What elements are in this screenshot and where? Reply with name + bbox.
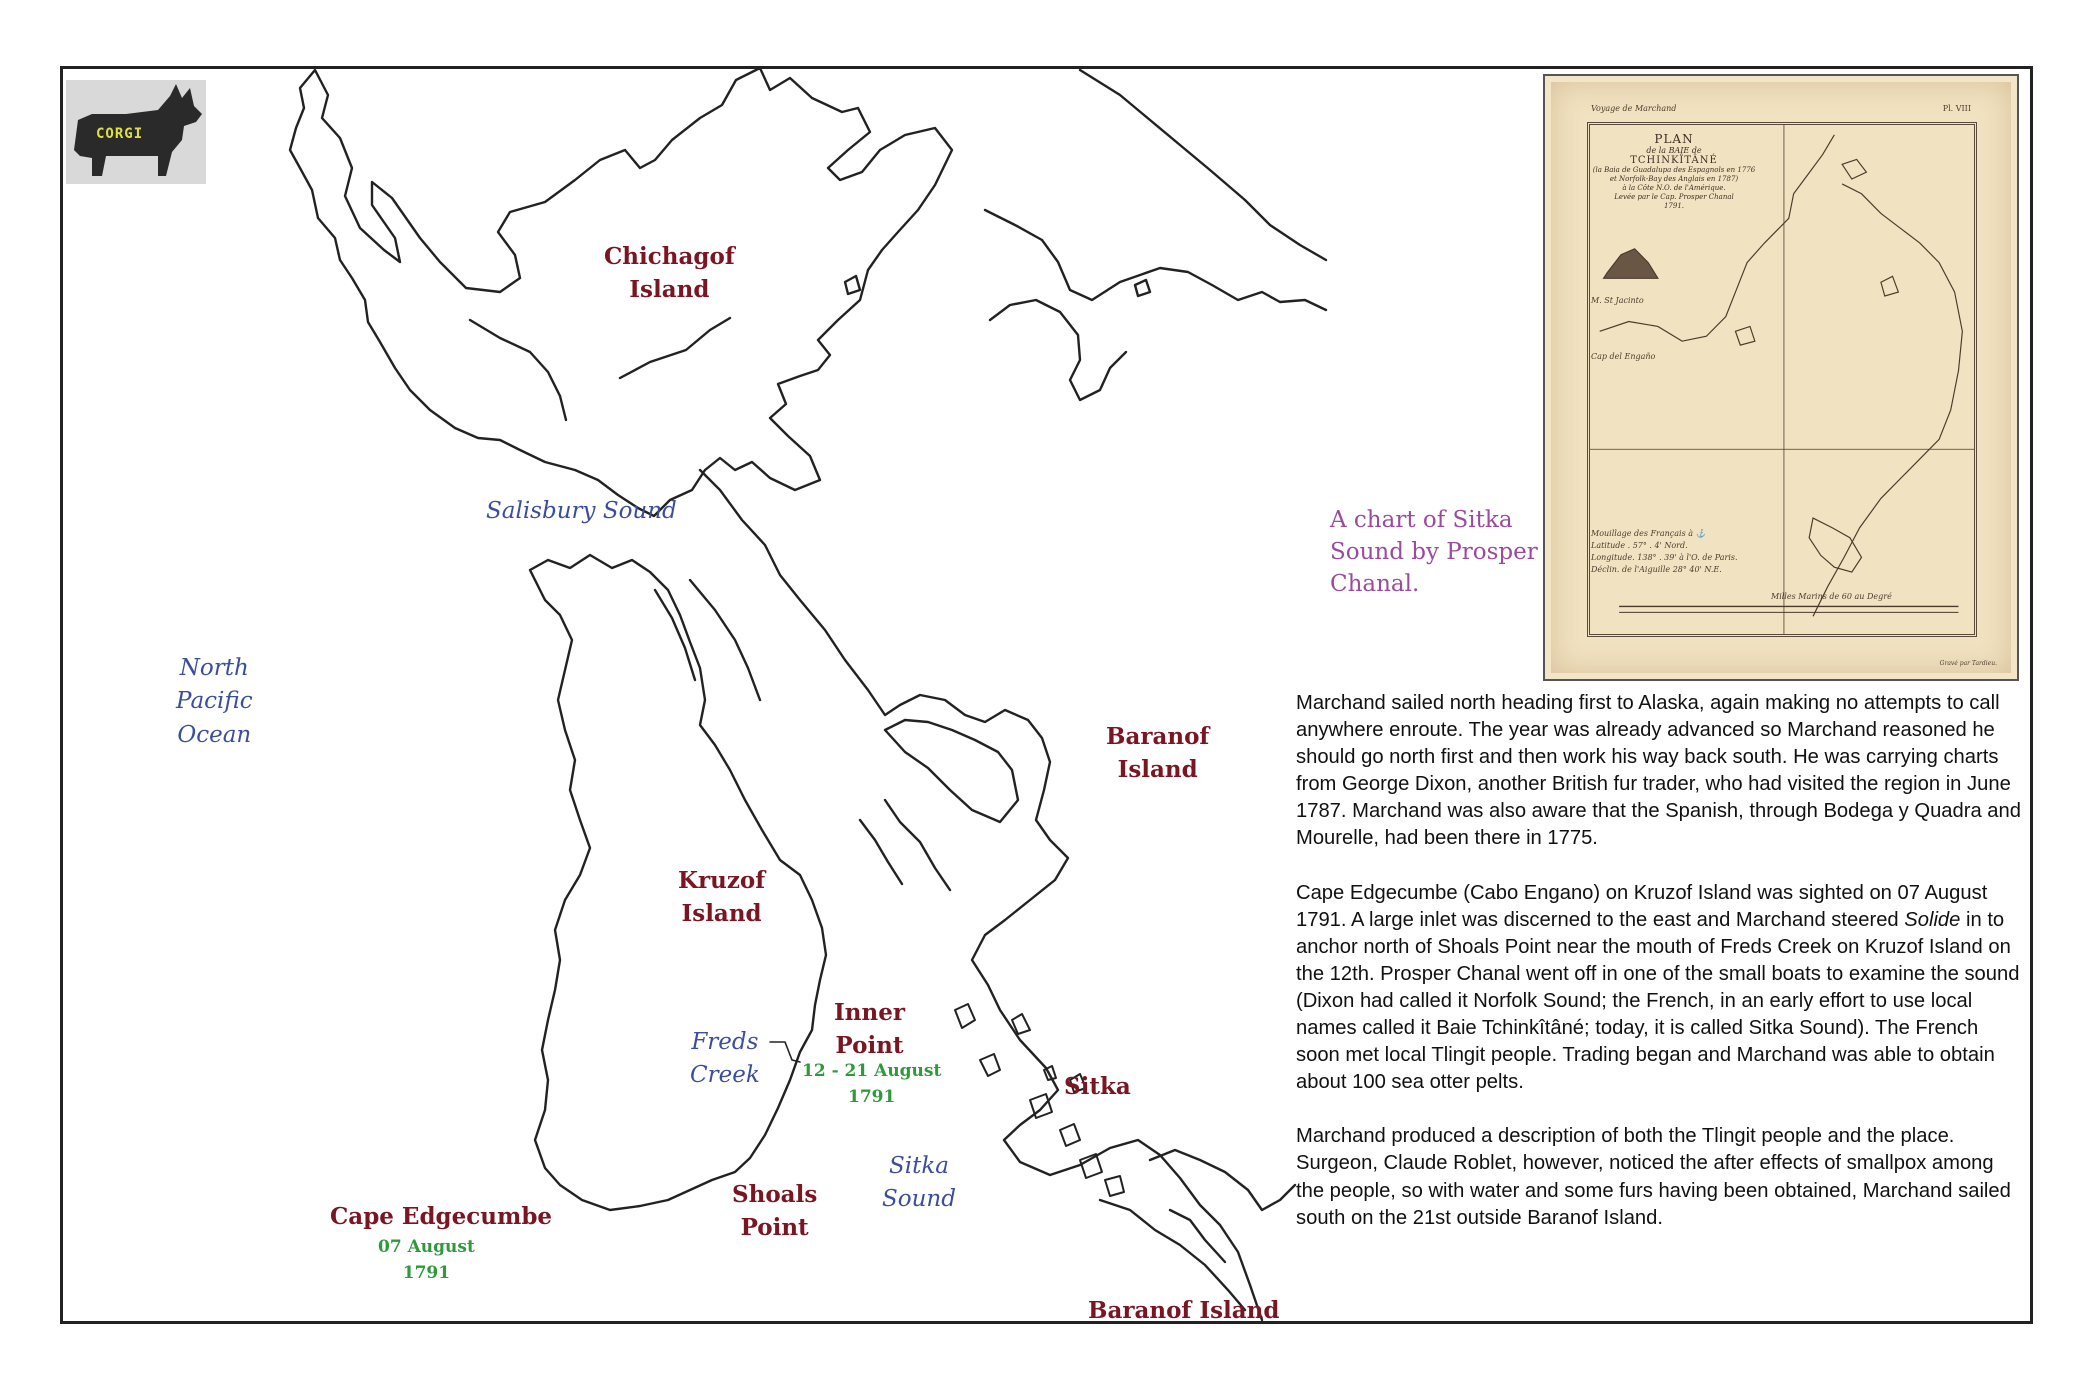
inset-notes: Mouillage des Français à ⚓ Latitude . 57° . 4' Nord. Longitude. 138° . 39' à l'O. de Paris. Déclin. de l'Aiguille 28° 40' N.E. xyxy=(1591,529,1738,574)
inset-header-right: Pl. VIII xyxy=(1942,104,1971,113)
inset-scale-label: Milles Marins de 60 au Degré xyxy=(1771,592,1892,601)
corgi-logo xyxy=(66,80,206,184)
narrative-paragraph-1: Marchand sailed north heading first to Alaska, again making no attempts to call anywhere enroute. The year was already advanced so Marchand reasoned he should go north first and then work his way back south. He was carrying charts from George Dixon, another British fur trader, who had visited the region in June 1787. Marchand was also aware that the Spanish, through Bodega y Quadra and Mourelle, had been there in 1775. xyxy=(1296,692,2021,850)
upper-right-coast xyxy=(985,210,1326,310)
label-baranof-island-lower: Baranof Island xyxy=(1088,1297,1280,1324)
logo-text: CORGI xyxy=(96,126,144,142)
label-inner-point: Inner Point xyxy=(834,999,905,1060)
label-north-pacific-ocean: North Pacific Ocean xyxy=(176,655,253,748)
inset-engraver: Gravé par Tardieu. xyxy=(1939,660,1997,667)
label-sitka: Sitka xyxy=(1064,1073,1131,1100)
narrative-text xyxy=(1296,690,2026,1232)
narrative-paragraph-3: Marchand produced a description of both the Tlingit people and the place. Surgeon, Claude Roblet, however, noticed the after effects of smallpox among the people, so with water and some furs having been obtained, Marchand sailed south on the 21st outside Baranof Island. xyxy=(1296,1125,2011,1229)
ship-name: Solide xyxy=(1904,908,1961,931)
inset-caption: A chart of Sitka Sound by Prosper Chanal. xyxy=(1330,507,1538,598)
inset-cape-label: Cap del Engaño xyxy=(1591,352,1656,361)
label-shoals-point: Shoals Point xyxy=(732,1181,818,1242)
inset-chart-paper xyxy=(1551,82,2011,673)
label-inner-point-date: 12 - 21 August 1791 xyxy=(802,1061,942,1108)
label-baranof-island-upper: Baranof Island xyxy=(1106,723,1210,784)
label-cape-edgecumbe: Cape Edgecumbe xyxy=(330,1203,553,1230)
inset-chart xyxy=(1543,74,2019,681)
label-salisbury-sound: Salisbury Sound xyxy=(486,498,677,524)
inset-header-left: Voyage de Marchand xyxy=(1591,104,1677,113)
inset-title: PLAN de la BAIE de TCHINKÎTÂNÉ (la Baia de Guadalupa des Espagnols en 1776 et Norfolk-Bay des Anglais en 1787) à la Côte N.O. de l'Amérique. Levée par le Cap. Prosper Chanal 1791. xyxy=(1592,132,1756,211)
label-freds-creek: Freds Creek xyxy=(690,1029,760,1089)
label-chichagof-island: Chichagof Island xyxy=(604,243,735,304)
inset-mt-label: M. St Jacinto xyxy=(1591,296,1644,305)
narrative-paragraph-2: Cape Edgecumbe (Cabo Engano) on Kruzof Island was sighted on 07 August 1791. A large inlet was discerned to the east and Marchand steered Solide in to anchor north of Shoals Point near the mouth of Freds Creek on Kruzof Island on the 12th. Prosper Chanal went off in one of the small boats to examine the sound (Dixon had called it Norfolk Sound; the French, in an early effort to use local names called it Baie Tchinkîtâné; today, it is called Sitka Sound). The French soon met local Tlingit people. Trading began and Marchand was able to obtain about 100 sea otter pelts. xyxy=(1296,881,2020,1094)
label-kruzof-island: Kruzof Island xyxy=(678,867,766,928)
label-sitka-sound: Sitka Sound xyxy=(882,1153,956,1213)
label-cape-edgecumbe-date: 07 August 1791 xyxy=(378,1237,475,1284)
